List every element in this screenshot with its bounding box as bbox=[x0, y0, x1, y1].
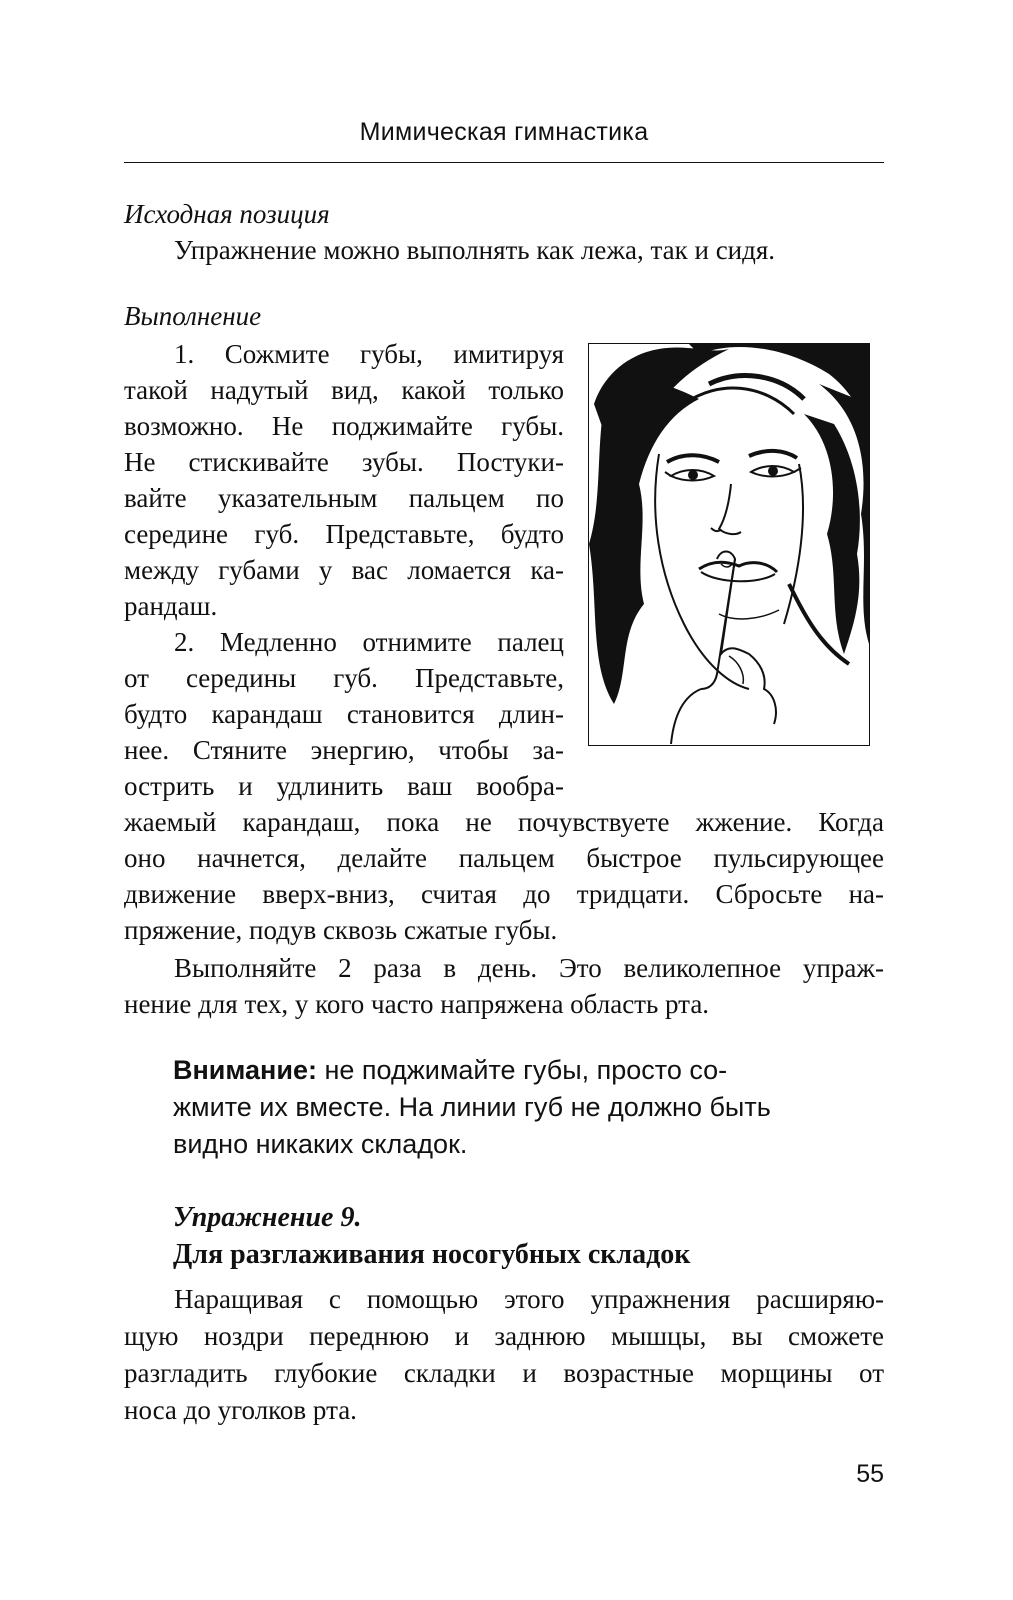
text-line: носа до уголков рта. bbox=[124, 1395, 357, 1425]
text-line: такой надутый вид, какой только bbox=[124, 375, 564, 405]
text-line: Наращивая с помощью этого упражнения расширяю- bbox=[174, 1284, 884, 1314]
subheading-execution: Выполнение bbox=[124, 301, 262, 331]
attention-text: не поджимайте губы, просто со- bbox=[324, 1055, 728, 1085]
illustration-drawing bbox=[589, 344, 869, 744]
text-line: нение для тех, у кого часто напряжена область рта. bbox=[124, 989, 710, 1019]
text-line: разгладить глубокие складки и возрастные морщины от bbox=[124, 1358, 884, 1388]
text-line: острить и удлинить ваш вообра- bbox=[124, 771, 564, 801]
header-rule bbox=[124, 162, 884, 163]
attention-note-line: жмите их вместе. На линии губ не должно быть bbox=[173, 1092, 771, 1122]
running-head: Мимическая гимнастика bbox=[359, 118, 649, 146]
text-line: вайте указательным пальцем по bbox=[124, 483, 564, 513]
woman-finger-on-lips-illustration bbox=[588, 343, 870, 746]
text-line: нее. Стяните энергию, чтобы за- bbox=[124, 735, 564, 765]
attention-note bbox=[173, 1052, 833, 1089]
text-line: 1. Сожмите губы, имитируя bbox=[174, 339, 564, 369]
text-line: оно начнется, делайте пальцем быстрое пульсирующее bbox=[124, 843, 884, 873]
text-line: возможно. Не поджимайте губы. bbox=[124, 411, 564, 441]
text-line: жаемый карандаш, пока не почувствуете жжение. Когда bbox=[124, 807, 884, 837]
text-line: середине губ. Представьте, будто bbox=[124, 519, 564, 549]
text-line: 2. Медленно отнимите палец bbox=[174, 627, 564, 657]
text-line: от середины губ. Представьте, bbox=[124, 663, 564, 693]
attention-note-line: видно никаких складок. bbox=[173, 1129, 468, 1159]
exercise-number: Упражнение 9. bbox=[173, 1202, 362, 1233]
text-line: Не стискивайте зубы. Постуки- bbox=[124, 447, 564, 477]
attention-label: Внимание: bbox=[173, 1055, 317, 1085]
text-line: движение вверх-вниз, считая до тридцати. Сбросьте на- bbox=[124, 879, 884, 909]
page-number: 55 bbox=[856, 1460, 884, 1488]
text-line: будто карандаш становится длин- bbox=[124, 699, 564, 729]
text-line: пряжение, подув сквозь сжатые губы. bbox=[124, 915, 558, 945]
text-line: между губами у вас ломается ка- bbox=[124, 555, 564, 585]
subheading-start-position: Исходная позиция bbox=[124, 199, 330, 229]
paragraph-start-position: Упражнение можно выполнять как лежа, так и сидя. bbox=[174, 235, 776, 265]
text-line: щую ноздри переднюю и заднюю мышцы, вы сможете bbox=[124, 1321, 884, 1351]
text-line: Выполняйте 2 раза в день. Это великолепное упраж- bbox=[174, 953, 884, 983]
exercise-title: Для разглаживания носогубных складок bbox=[173, 1239, 691, 1270]
text-line: рандаш. bbox=[124, 591, 218, 621]
